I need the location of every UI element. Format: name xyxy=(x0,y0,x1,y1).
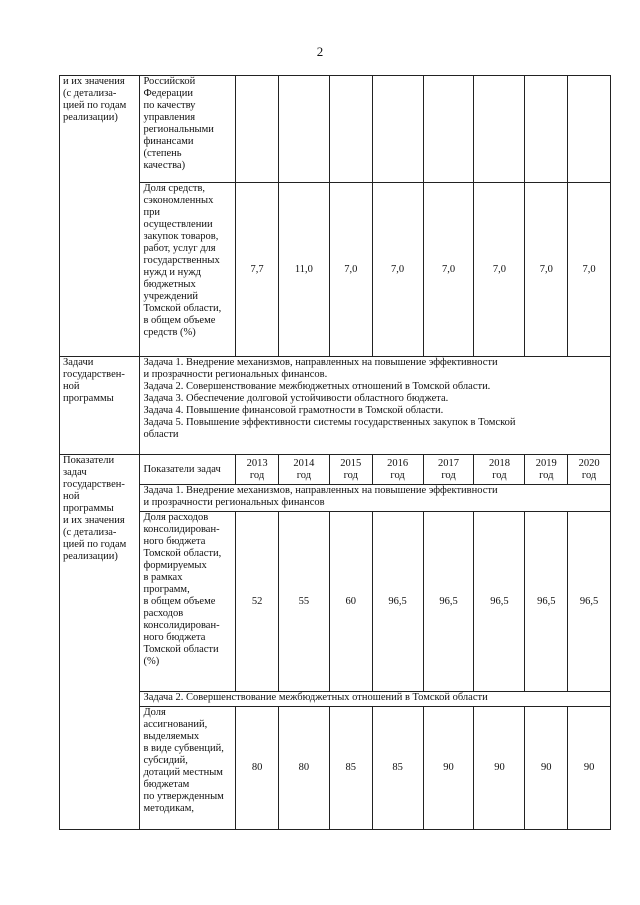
table-row xyxy=(60,692,611,707)
value-cell: 7,0 xyxy=(372,183,423,357)
program-passport-table xyxy=(59,75,611,830)
value-cell: 7,0 xyxy=(568,183,611,357)
value-cell: 96,5 xyxy=(372,512,423,692)
value-cell: 80 xyxy=(278,707,329,830)
task2-indicator-label: Доля ассигнований, выделяемых в виде субвенций, субсидий, дотаций местным бюджетам по утвержденным методикам, xyxy=(140,707,236,830)
value-cell: 55 xyxy=(278,512,329,692)
tasks-left-label: Задачи государствен- ной программы xyxy=(60,357,140,455)
year-header: 2019 год xyxy=(525,455,568,485)
indicator-quality-label: Российской Федерации по качеству управления региональными финансами (степень качества) xyxy=(140,76,236,183)
value-cell: 96,5 xyxy=(474,512,525,692)
value-cell: 7,0 xyxy=(423,183,474,357)
year-header: 2015 год xyxy=(329,455,372,485)
table-row xyxy=(60,455,611,485)
table-row xyxy=(60,183,611,357)
page-number: 2 xyxy=(316,44,324,59)
value-cell: 7,0 xyxy=(525,183,568,357)
year-header: 2016 год xyxy=(372,455,423,485)
indicators-left-label-cont: и их значения (с детализа- цией по годам реализации) xyxy=(60,76,140,357)
value-cell: 85 xyxy=(329,707,372,830)
task1-heading: Задача 1. Внедрение механизмов, направленных на повышение эффективности и прозрачности региональных финансов xyxy=(140,485,611,512)
table-row xyxy=(60,76,611,183)
value-cell: 7,0 xyxy=(474,183,525,357)
task-indicators-left-label: Показатели задач государствен- ной программы и их значения (с детализа- цией по годам реализации) xyxy=(60,455,140,830)
value-cell: 90 xyxy=(525,707,568,830)
year-header: 2020 год xyxy=(568,455,611,485)
value-cell: 96,5 xyxy=(525,512,568,692)
task2-heading: Задача 2. Совершенствование межбюджетных отношений в Томской области xyxy=(140,692,611,707)
value-cell: 7,0 xyxy=(329,183,372,357)
value-cell: 52 xyxy=(236,512,279,692)
value-cell: 90 xyxy=(423,707,474,830)
indicators-header-label: Показатели задач xyxy=(140,455,236,485)
value-cell: 90 xyxy=(568,707,611,830)
year-header: 2014 год xyxy=(278,455,329,485)
value-cell: 60 xyxy=(329,512,372,692)
table-row xyxy=(60,707,611,830)
value-cell: 11,0 xyxy=(278,183,329,357)
value-cell: 7,7 xyxy=(236,183,279,357)
value-cell: 96,5 xyxy=(568,512,611,692)
value-cell: 80 xyxy=(236,707,279,830)
year-header: 2018 год xyxy=(474,455,525,485)
table-row xyxy=(60,512,611,692)
year-header: 2013 год xyxy=(236,455,279,485)
year-header: 2017 год xyxy=(423,455,474,485)
indicator-savings-label: Доля средств, сэкономленных при осуществлении закупок товаров, работ, услуг для государственных нужд и нужд бюджетных учреждений Томской области, в общем объеме средств (%) xyxy=(140,183,236,357)
tasks-list: Задача 1. Внедрение механизмов, направленных на повышение эффективности и прозрачности региональных финансов. Задача 2. Совершенствование межбюджетных отношений в Томской области. Задача 3. Обеспечение долговой устойчивости областного бюджета. Задача 4. Повышение финансовой грамотности в Томской области. Задача 5. Повышение эффективности системы государственных закупок в Томской области xyxy=(140,357,611,455)
value-cell: 96,5 xyxy=(423,512,474,692)
table-row xyxy=(60,357,611,455)
table-row xyxy=(60,485,611,512)
value-cell: 85 xyxy=(372,707,423,830)
value-cell: 90 xyxy=(474,707,525,830)
task1-indicator-label: Доля расходов консолидирован- ного бюджета Томской области, формируемых в рамках программ, в общем объеме расходов консолидирован- ного бюджета Томской области (%) xyxy=(140,512,236,692)
